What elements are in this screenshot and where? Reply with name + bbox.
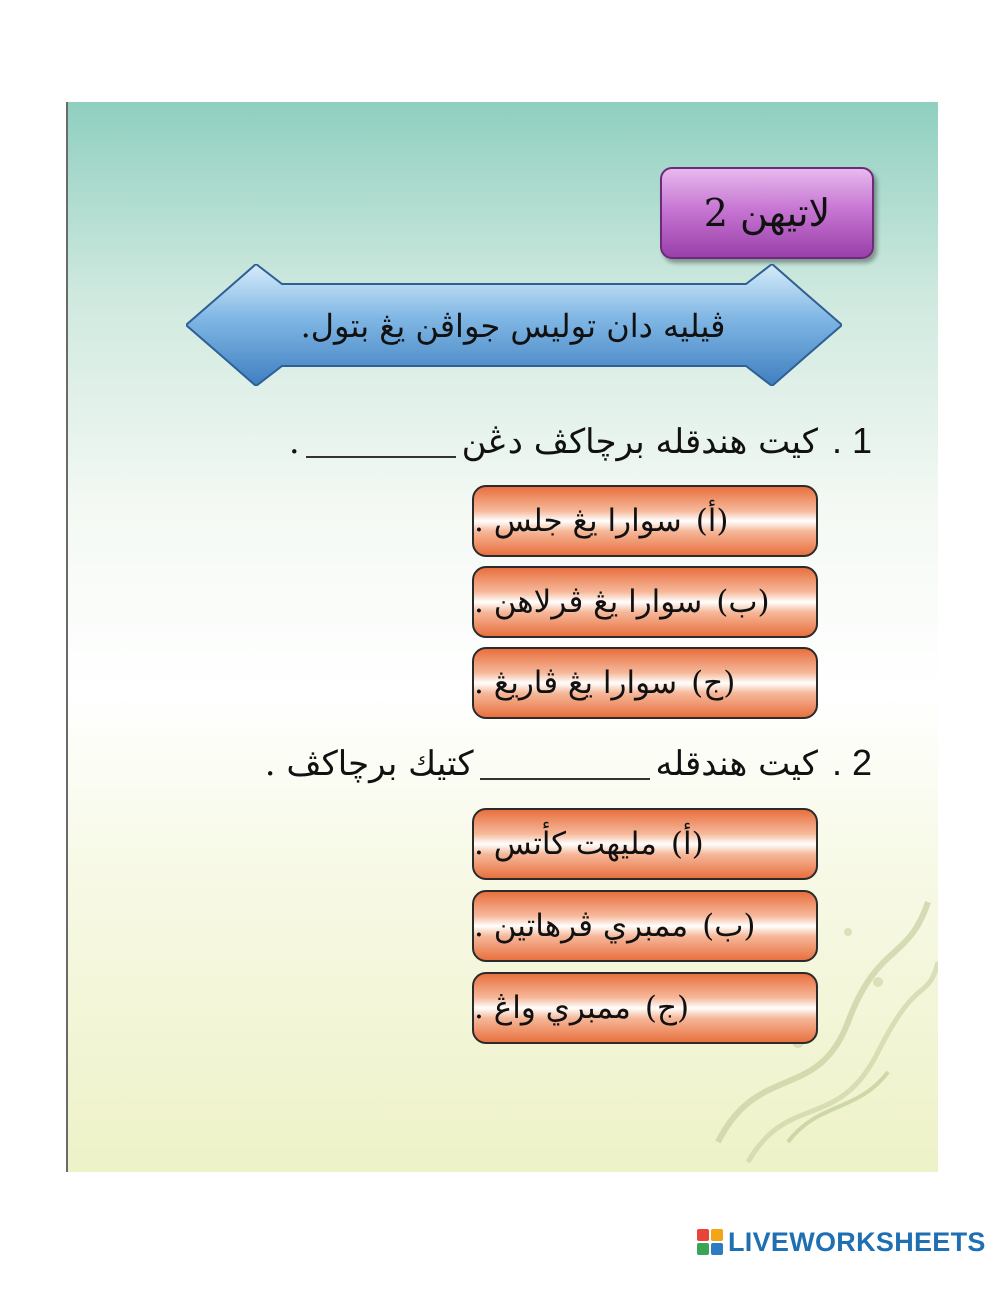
option-label: (أ)	[670, 826, 704, 862]
logo-square-green	[697, 1243, 709, 1255]
logo-icon	[697, 1229, 723, 1255]
option-text: سوارا يڠ جلس .	[474, 503, 682, 539]
logo-text: LIVEWORKSHEETS	[728, 1226, 986, 1257]
question-text-after: .	[288, 422, 300, 462]
option-2c[interactable]	[472, 972, 818, 1044]
option-label: (ب)	[716, 584, 770, 620]
answer-blank[interactable]	[306, 430, 456, 458]
instruction-text: ڤيليه دان توليس جواڤن يڠ بتول.	[300, 307, 726, 345]
question-text-after: كتيك برچاكڤ .	[264, 744, 474, 784]
worksheet-page	[66, 102, 938, 1172]
option-text: ممبري ڤرهاتين .	[474, 908, 689, 944]
option-1c[interactable]	[472, 647, 818, 719]
logo-square-blue	[711, 1243, 723, 1255]
liveworksheets-logo[interactable]	[697, 1227, 986, 1257]
option-label: (ج)	[691, 665, 736, 701]
question-1	[289, 420, 872, 462]
option-label: (أ)	[695, 503, 729, 539]
option-1a[interactable]	[472, 485, 818, 557]
answer-blank[interactable]	[480, 752, 650, 780]
option-2a[interactable]	[472, 808, 818, 880]
logo-square-red	[697, 1229, 709, 1241]
logo-square-orange	[711, 1229, 723, 1241]
question-2	[265, 742, 872, 784]
question-number: 1 .	[831, 420, 872, 461]
question-text-before: كيت هندقله برچاكڤ دڠن	[461, 422, 818, 462]
question-text-before: كيت هندقله	[655, 744, 818, 784]
exercise-title-box	[660, 167, 874, 259]
option-1b[interactable]	[472, 566, 818, 638]
option-2b[interactable]	[472, 890, 818, 962]
option-text: سوارا يڠ ڤاريڠ .	[474, 665, 678, 701]
option-label: (ج)	[644, 990, 690, 1026]
option-text: مليهت كأتس .	[474, 826, 657, 862]
option-text: سوارا يڠ ڤرلاهن .	[474, 584, 703, 620]
option-text: ممبري واڠ .	[474, 990, 631, 1026]
question-number: 2 .	[831, 742, 872, 783]
exercise-title: لاتيهن 2	[703, 191, 831, 235]
option-label: (ب)	[702, 908, 756, 944]
